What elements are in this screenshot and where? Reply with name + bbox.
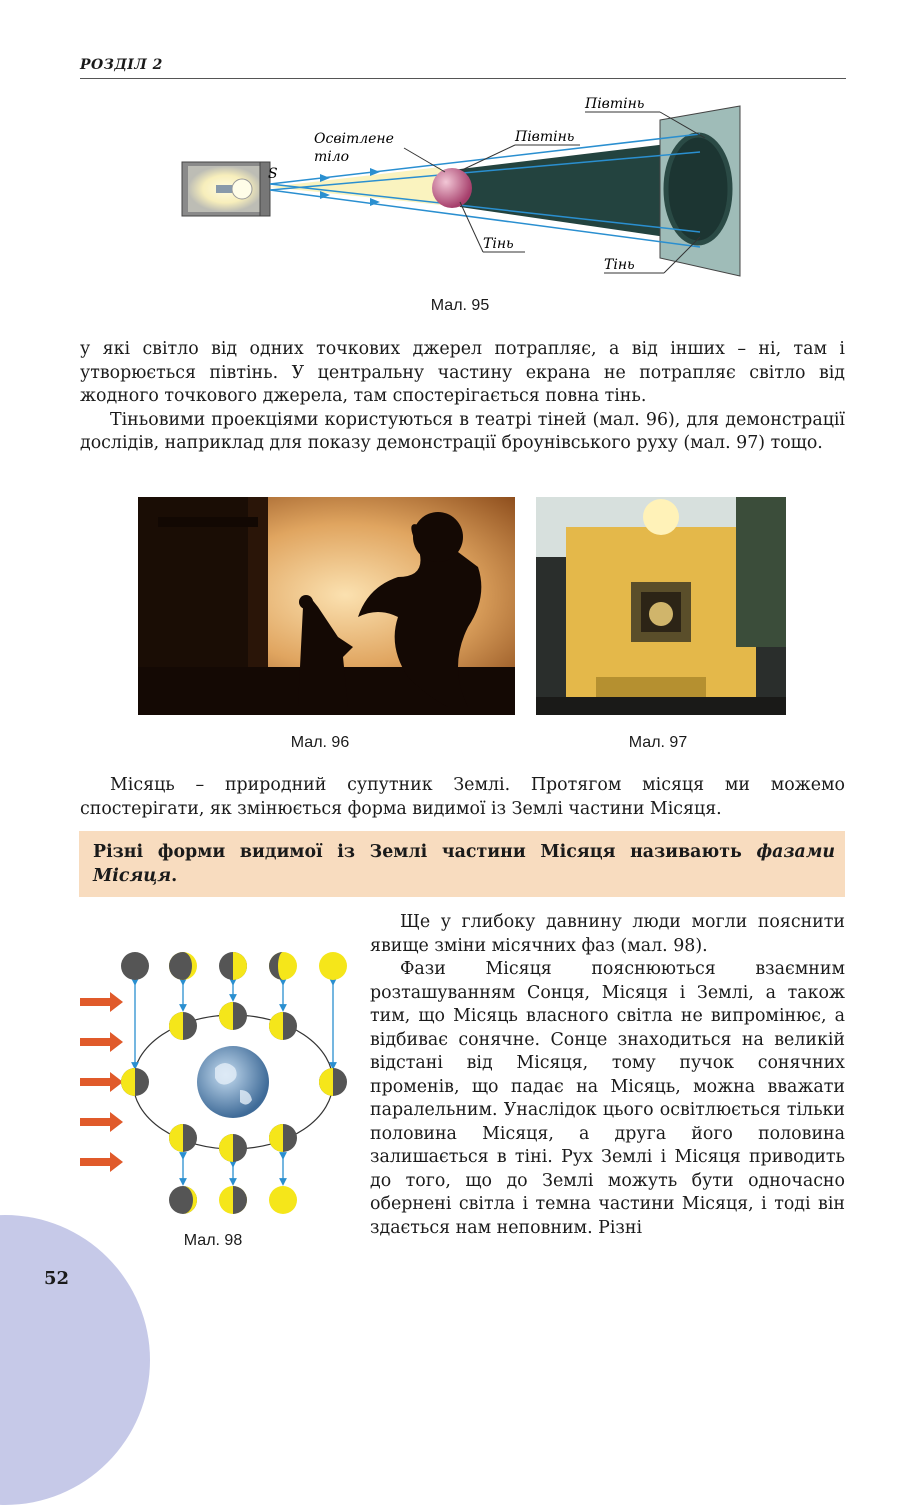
label-penumbra-top: Півтінь <box>585 96 645 112</box>
definition-tail: . <box>171 866 178 886</box>
label-lit-body: Освітлене <box>314 131 394 147</box>
paragraph: Ще у глибоку давнину люди могли пояснити явище зміни місячних фаз (мал. 98). <box>370 912 845 956</box>
definition-lead: Різні форми видимої із Землі частини Місяця називають <box>93 842 757 862</box>
figure-97-caption: Мал. 97 <box>628 734 688 751</box>
header-rule <box>80 78 846 79</box>
moon-phases-top-row <box>121 952 347 980</box>
bulb-icon <box>232 179 252 199</box>
page-number: 52 <box>44 1268 70 1289</box>
label-lit-body-2: тіло <box>314 149 350 165</box>
figure-98-caption: Мал. 98 <box>183 1232 243 1249</box>
label-umbra-bottom: Тінь <box>604 257 635 273</box>
figure-95-caption: Мал. 95 <box>430 297 490 314</box>
definition-term: фазами Місяця <box>93 842 835 886</box>
text-block-3 <box>370 911 845 1240</box>
figure-97-photo <box>536 497 786 715</box>
definition-text <box>93 840 835 888</box>
lit-body <box>432 168 472 208</box>
label-umbra-mid: Тінь <box>483 236 514 252</box>
corner-decoration <box>0 1215 150 1505</box>
paragraph: Фази Місяця пояснюються взаємним розташуванням Сонця, Місяця і Землі, а також тим, що Місяць власного світла не випромінює, а відбиває сонячне. Сонце знаходиться на великій відстані від Місяця, тому пучок сонячних променів, що падає на Місяць, можна вважати паралельним. Унаслідок цього освітлюється тільки половина Місяця, а друга його половина залишається в тіні. Рух Землі і Місяця приводить до того, що до Землі можуть бути одночасно обернені світла і темна частини Місяця, і тоді він здається нам неповним. Різні <box>370 959 845 1238</box>
text-block-2 <box>80 774 845 821</box>
paragraph: Тіньовими проекціями користуються в театрі тіней (мал. 96), для демонстрації дослідів, наприклад для показу демонстрації броунівського руху (мал. 97) тощо. <box>80 409 845 453</box>
figure-95-shadow-diagram <box>170 92 760 282</box>
text-block-1 <box>80 338 845 456</box>
figure-96-photo <box>138 497 515 715</box>
paragraph: у які світло від одних точкових джерел потрапляє, а від інших – ні, там і утворюється півтінь. У центральну частину екрана не потрапляє світло від жодного точкового джерела, там спостерігається повна тінь. <box>80 339 845 406</box>
section-header: РОЗДІЛ 2 <box>80 57 163 73</box>
paragraph: Місяць – природний супутник Землі. Протягом місяця ми можемо спостерігати, як змінюється форма видимої із Землі частини Місяця. <box>80 775 845 819</box>
moon-phases-bottom-row <box>169 1186 297 1214</box>
label-penumbra-mid: Півтінь <box>515 129 575 145</box>
figure-98-moon-phases <box>75 940 360 1230</box>
earth-icon <box>197 1046 269 1118</box>
figure-96-caption: Мал. 96 <box>290 734 350 751</box>
sun-rays-arrows <box>80 992 123 1172</box>
label-source: S <box>268 166 278 182</box>
